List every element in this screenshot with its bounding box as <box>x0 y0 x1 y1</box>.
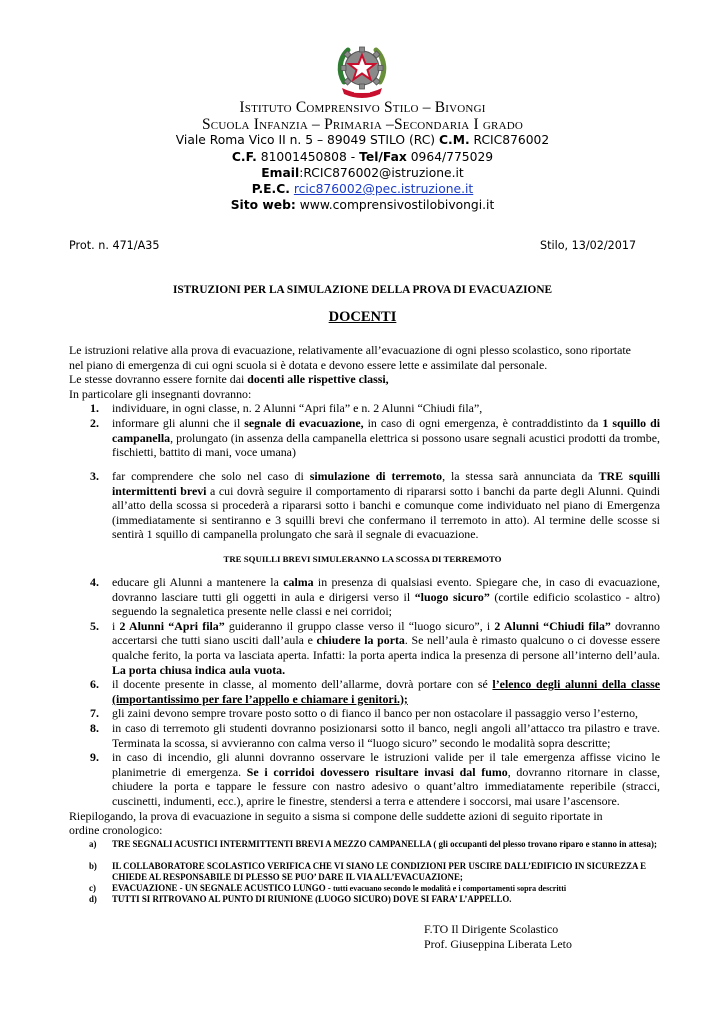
item-number-3: 3. <box>90 469 99 483</box>
email-value: :RCIC876002@istruzione.it <box>299 166 464 180</box>
item-text-1: individuare, in ogni classe, n. 2 Alunni “Apri fila” e n. 2 Alunni “Chiudi fila”, <box>112 401 483 416</box>
address-line <box>0 133 725 147</box>
item-6-bold-b: l’elenco degli alunni della classe (importantissimo per fare l’appello e chiamare i genitori.); <box>112 677 661 706</box>
item-4-bold-b: calma <box>283 575 314 589</box>
cf-value: 81001450808 - <box>256 150 360 164</box>
document-subtitle: DOCENTI <box>328 309 397 325</box>
pec-link[interactable]: rcic876002@pec.istruzione.it <box>293 182 474 196</box>
item-text-6 <box>112 677 660 706</box>
cm-label: C.M. <box>439 133 470 147</box>
intro-line-2: nel piano di emergenza di cui ogni scuola si è dotata e devono essere lette e assimilate dal personale. <box>69 357 548 372</box>
item-number-9: 9. <box>90 750 99 765</box>
item-number-8: 8. <box>90 721 99 735</box>
item-3-text-a: far comprendere che solo nel caso di <box>112 469 310 483</box>
item-2-text-c: in caso di ogni emergenza, è contraddistinto da <box>363 416 603 430</box>
summary-text-c <box>112 883 660 894</box>
summary-line-2: ordine cronologico: <box>69 823 163 838</box>
item-text-2 <box>112 416 660 460</box>
item-2-bold-d: 1 squillo di campanella <box>112 416 660 445</box>
item-text-9 <box>112 750 660 808</box>
item-5-bold-h: La porta chiusa indica aula vuota. <box>112 662 286 677</box>
item-9-text-a: in caso di incendio, gli alunni dovranno osservare le istruzioni valide per il tale emergenza affisse vicino le planimetrie di emergenza. <box>112 750 660 779</box>
earthquake-note: TRE SQUILLI BREVI SIMULERANNO LA SCOSSA DI TERREMOTO <box>223 554 502 564</box>
item-number-1: 1. <box>90 401 99 416</box>
item-5-bold-d: 2 Alunni “Chiudi fila” <box>494 618 611 633</box>
item-5-text-e: dovranno accertarsi che tutti siano usciti dall’aula e <box>112 618 660 648</box>
item-5-text-a: i <box>112 618 120 633</box>
item-2-bold-b: segnale di evacuazione, <box>244 416 364 430</box>
italian-republic-emblem-icon <box>334 42 390 100</box>
item-5-text-g: . Se nell’aula è rimasto qualcuno o ci dovesse essere qualche ferito, la porta va lasciata aperta. Infatti: la porta aperta indica la presenza di persone all’interno dell’aula. <box>112 633 660 662</box>
school-levels: Scuola Infanzia – Primaria –Secondaria I grado <box>201 116 524 133</box>
item-5-bold-f: chiudere la porta <box>316 633 405 648</box>
email-line <box>0 166 725 180</box>
item-3-text-c: , la stessa sarà annunciata da <box>442 469 599 483</box>
signature-role: F.TO Il Dirigente Scolastico <box>424 922 559 936</box>
place-date: Stilo, 13/02/2017 <box>540 239 637 252</box>
tel-label: Tel/Fax <box>359 150 407 164</box>
summary-line-1: Riepilogando, la prova di evacuazione in seguito a sisma si compone delle suddette azioni di seguito riportate in <box>69 808 603 823</box>
intro-line-4: In particolare gli insegnanti dovranno: <box>69 386 252 401</box>
tel-value: 0964/775029 <box>406 150 494 164</box>
item-text-5 <box>112 619 660 677</box>
intro-line-3-bold: docenti alle rispettive classi, <box>247 372 389 387</box>
pec-line <box>0 182 725 196</box>
summary-text-c-note: tutti evacuano secondo le modalità e i comportamenti sopra descritti <box>333 884 567 893</box>
summary-text-c-main: EVACUAZIONE - UN SEGNALE ACUSTICO LUNGO - <box>112 883 334 893</box>
item-4-text-c: in presenza di qualsiasi evento. Spiegare che, in caso di evacuazione, dovranno lasciare tutti gli oggetti in aula e dirigersi verso il <box>112 575 660 604</box>
item-5-text-c: guideranno il gruppo classe verso il “luogo sicuro”, i <box>224 618 495 633</box>
item-2-text-a: informare gli alunni che il <box>112 416 245 430</box>
item-3-text-e: a cui dovrà seguire il comportamento di ripararsi sotto i banchi da parte degli Alunni. Quindi all’atto della scossa si procederà a ripararsi sotto i banchi e comunque come individuato nel piano di Emergenza (immediatamente si sentiranno e 3 squilli brevi che confermano il terremoto in atto). Al termine delle scosse si sentirà 1 squillo di campanella prolungato che sarà il segnale di evacuazione. <box>112 483 660 542</box>
item-number-5: 5. <box>90 618 99 633</box>
intro-line-3 <box>69 372 389 387</box>
intro-line-3-text: Le stesse dovranno essere fornite dai <box>69 372 248 387</box>
item-text-3 <box>112 469 660 542</box>
email-label: Email <box>261 166 300 180</box>
item-number-6: 6. <box>90 677 99 692</box>
address: Viale Roma Vico II n. 5 – 89049 STILO (RC) <box>175 133 440 147</box>
website-line <box>0 198 725 212</box>
item-9-bold-b: Se i corridoi dovessero risultare invasi dal fumo <box>246 764 508 779</box>
item-text-8: in caso di terremoto gli studenti dovranno posizionarsi sotto il banco, negli angoli all’attacco tra pilastro e trave. Terminata la scossa, si avvieranno con calma verso il “luogo sicuro” secondo le modalità sopra descritte; <box>112 721 660 750</box>
cf-tel-line <box>0 150 725 164</box>
signature-name: Prof. Giuseppina Liberata Leto <box>424 937 572 951</box>
item-number-7: 7. <box>90 706 99 721</box>
summary-text-a: TRE SEGNALI ACUSTICI INTERMITTENTI BREVI A MEZZO CAMPANELLA ( gli occupanti del plesso trovano riparo e stanno in attesa); <box>112 839 657 849</box>
summary-label-b: b) <box>89 861 97 871</box>
intro-line-1: Le istruzioni relative alla prova di evacuazione, relativamente all’evacuazione di ogni plesso scolastico, sono riportate <box>69 343 631 357</box>
summary-text-b: IL COLLABORATORE SCOLASTICO VERIFICA CHE VI SIANO LE CONDIZIONI PER USCIRE DALL’EDIFICIO IN SICUREZZA E CHIEDE AL RESPONSABILE DI PLESSO SE PUO’ DARE IL VIA ALL’EVACUAZIONE; <box>112 861 647 882</box>
item-number-4: 4. <box>90 575 99 589</box>
item-4-text-a: educare gli Alunni a mantenere la <box>112 575 284 589</box>
item-3-bold-b: simulazione di terremoto <box>309 469 443 483</box>
summary-label-a: a) <box>89 839 97 849</box>
web-value: www.comprensivostilobivongi.it <box>295 198 495 212</box>
item-2-text-e: , prolungato (in assenza della campanella elettrica si possono usare segnali acustici prodotti da trombe, fischietti, battito di mani, voce umana) <box>112 430 660 460</box>
item-5-bold-b: 2 Alunni “Apri fila” <box>119 618 225 633</box>
item-6-text-a: il docente presente in classe, al momento dell’allarme, dovrà portare con sé <box>112 677 493 692</box>
protocol-number: Prot. n. 471/A35 <box>69 239 160 252</box>
web-label: Sito web: <box>230 198 296 212</box>
pec-label: P.E.C. <box>251 182 290 196</box>
summary-text-d: TUTTI SI RITROVANO AL PUNTO DI RIUNIONE (LUOGO SICURO) DOVE SI FARA’ L’APPELLO. <box>112 894 512 904</box>
item-text-7: gli zaini devono sempre trovare posto sotto o di fianco il banco per non ostacolare il passaggio verso l’esterno, <box>112 706 639 721</box>
document-title: ISTRUZIONI PER LA SIMULAZIONE DELLA PROVA DI EVACUAZIONE <box>172 284 553 296</box>
summary-label-d: d) <box>89 894 97 904</box>
item-9-text-c: , dovranno ritornare in classe, chiudere la porta e tappare le fessure con nastro adesivo o quant’altro immediatamente reperibile (stracci, cuscinetti, indumenti, ecc.), aprire le finestre, stendersi a terra e attendere i soccorsi, mai usare l’ascensore. <box>112 764 660 808</box>
item-4-bold-d: “luogo sicuro” <box>414 589 490 604</box>
cm-value: RCIC876002 <box>469 133 550 147</box>
summary-label-c: c) <box>89 883 96 893</box>
school-name: Istituto Comprensivo Stilo – Bivongi <box>239 99 486 116</box>
item-3-bold-d: TRE squilli intermittenti brevi <box>112 469 660 498</box>
cf-label: C.F. <box>231 150 257 164</box>
item-number-2: 2. <box>90 416 99 430</box>
item-4-text-e: (cortile edificio scolastico - altro) seguendo la segnaletica presente nelle classi e nei corridoi; <box>112 589 660 619</box>
item-text-4 <box>112 575 660 619</box>
